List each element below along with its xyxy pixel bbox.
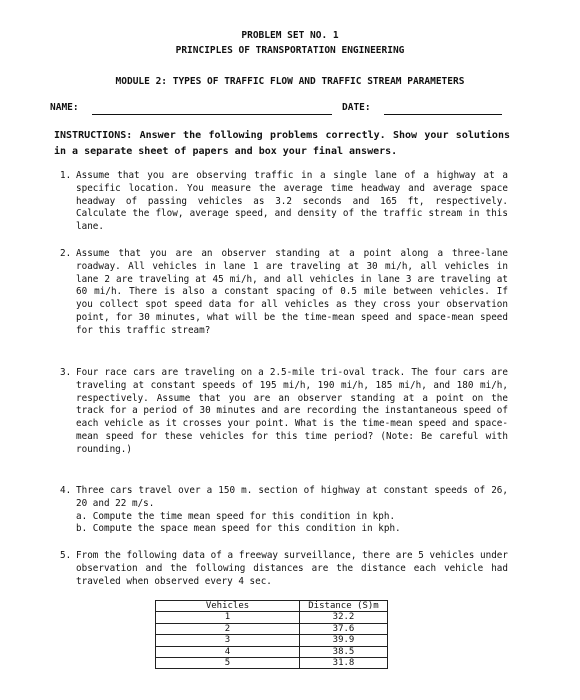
table-row [156,635,388,646]
vehicle-cell: 4 [156,646,300,657]
problem-1 [60,170,508,234]
problem-2 [60,248,508,338]
vehicle-cell: 5 [156,658,300,669]
problem-set-title: PROBLEM SET NO. 1 [241,30,339,41]
distance-cell: 31.8 [300,658,388,669]
problem-text: Four race cars are traveling on a 2.5-mile tri-oval track. The four cars are traveling at constant speeds of 195 mi/h, 190 mi/h, 185 mi/h, and 180 mi/h, respectively. Assume that you are an observer standing at a point on the track for a period of 30 minutes and are recording the instantaneous speed of each vehicle as it crosses your point. What is the time-mean speed and space-mean speed for these vehicles for this time period? (Note: Be careful with rounding.) [76,367,508,455]
problem-number: 2. [60,248,72,259]
distance-cell: 38.5 [300,646,388,657]
problem-4-part-a: a. Compute the time mean speed for this condition in kph. [76,510,396,522]
problem-number: 1. [60,170,72,181]
vehicle-distance-table [155,600,388,669]
problem-text: Assume that you are observing traffic in a single lane of a highway at a specific location. You measure the average time headway and average space headway of passing vehicles as 3.2 seconds and 165 ft, respectively. Calculate the flow, average speed, and density of the traffic stream in this lane. [76,170,508,233]
distance-cell: 39.9 [300,635,388,646]
column-header-distance: Distance (S)m [300,601,388,612]
module-title: MODULE 2: TYPES OF TRAFFIC FLOW AND TRAFFIC STREAM PARAMETERS [115,76,465,87]
problem-text: Three cars travel over a 150 m. section of highway at constant speeds of 26, 20 and 22 m/s. [76,485,508,509]
course-title: PRINCIPLES OF TRANSPORTATION ENGINEERING [175,45,405,56]
table-row [156,646,388,657]
table-row [156,623,388,634]
name-label: NAME: [50,102,79,113]
name-blank-line [92,114,332,115]
date-label: DATE: [342,102,371,113]
name-date-row [50,102,530,118]
problem-number: 5. [60,550,72,561]
problem-number: 3. [60,367,72,378]
date-blank-line [384,114,502,115]
vehicle-cell: 1 [156,612,300,623]
table-row [156,612,388,623]
vehicle-cell: 3 [156,635,300,646]
table-header-row [156,601,388,612]
distance-cell: 32.2 [300,612,388,623]
table-row [156,658,388,669]
problem-4 [60,485,508,536]
problem-3 [60,367,508,457]
problem-text: From the following data of a freeway surveillance, there are 5 vehicles under observation and the following distances are the distance each vehicle had traveled when observed every 4 sec. [76,550,508,587]
distance-cell: 37.6 [300,623,388,634]
column-header-vehicles: Vehicles [156,601,300,612]
problem-5 [60,550,508,588]
problem-4-part-b: b. Compute the space mean speed for this condition in kph. [76,523,401,535]
problem-number: 4. [60,485,72,496]
problem-text: Assume that you are an observer standing at a point along a three-lane roadway. All vehicles in lane 1 are traveling at 30 mi/h, all vehicles in lane 2 are traveling at 45 mi/h, and all vehicles in lane 3 are traveling at 60 mi/h. There is also a constant spacing of 0.5 mile between vehicles. If you collect spot speed data for all vehicles as they cross your observation point, for 30 minutes, what will be the time-mean speed and space-mean speed for this traffic stream? [76,248,508,336]
instructions: INSTRUCTIONS: Answer the following problems correctly. Show your solutions in a separate sheet of papers and box your final answers. [54,130,510,157]
vehicle-cell: 2 [156,623,300,634]
